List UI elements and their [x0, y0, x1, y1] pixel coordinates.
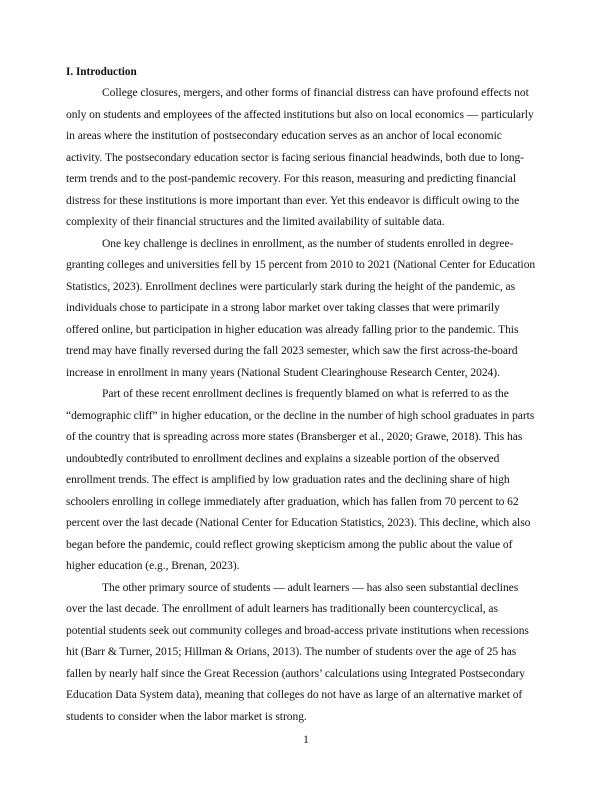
- section-heading: I. Introduction: [66, 66, 137, 78]
- paragraph-4-line: The other primary source of students — adult learners — has also seen substantial declines: [102, 581, 519, 594]
- paragraph-1-line: only on students and employees of the affected institutions but also on local economics — particularly: [66, 108, 534, 121]
- paragraph-3-line: percent over the last decade (National Center for Education Statistics, 2023). This decline, which also: [66, 517, 531, 529]
- page-number: 1: [303, 734, 309, 746]
- paragraph-4-line: fallen by nearly half since the Great Recession (authors’ calculations using Integrated Postsecondary: [66, 667, 526, 680]
- paragraph-4-line: potential students seek out community colleges and broad-access private institutions when recessions: [66, 624, 529, 637]
- paragraph-1-line: complexity of their financial structures and the limited availability of suitable data.: [66, 216, 445, 228]
- paragraph-4-line: Education Data System data), meaning that colleges do not have as large of an alternative market of: [66, 689, 523, 701]
- paragraph-2-line: individuals chose to participate in a strong labor market over taking classes that were primarily: [66, 302, 500, 314]
- paragraph-3-line: of the country that is spreading across more states (Bransberger et al., 2020; Grawe, 2018). This has: [66, 431, 523, 443]
- paragraph-3-line: schoolers enrolling in college immediately after graduation, which has fallen from 70 percent to 62: [66, 495, 519, 508]
- paragraph-3-line: Part of these recent enrollment declines is frequently blamed on what is referred to as the: [102, 388, 509, 400]
- paragraph-4-line: students to consider when the labor market is strong.: [66, 710, 307, 723]
- paragraph-1-line: distress for these institutions is more important than ever. Yet this endeavor is difficult owing to the: [66, 194, 520, 207]
- paragraph-2-line: granting colleges and universities fell by 15 percent from 2010 to 2021 (National Center for Education: [66, 259, 536, 271]
- paragraph-2-line: Statistics, 2023). Enrollment declines were particularly stark during the height of the pandemic, as: [66, 280, 516, 293]
- paragraph-3-line: enrollment trends. The effect is amplified by low graduation rates and the declining share of high: [66, 474, 510, 486]
- paragraph-2-line: One key challenge is declines in enrollment, as the number of students enrolled in degree-: [102, 237, 514, 250]
- paragraph-3-line: undoubtedly contributed to enrollment declines and explains a sizeable portion of the observed: [66, 452, 500, 465]
- paragraph-1-line: College closures, mergers, and other forms of financial distress can have profound effects not: [102, 87, 529, 99]
- paragraph-4-line: over the last decade. The enrollment of adult learners has traditionally been countercyclical, as: [66, 603, 498, 615]
- paragraph-1-line: in areas where the institution of postsecondary education serves as an anchor of local economic: [66, 130, 502, 142]
- paragraph-3-line: higher education (e.g., Brenan, 2023).: [66, 560, 240, 572]
- paragraph-1-line: activity. The postsecondary education sector is facing serious financial headwinds, both due to long-: [66, 151, 524, 164]
- paragraph-2-line: increase in enrollment in many years (National Student Clearinghouse Research Center, 2024).: [66, 366, 500, 379]
- paragraph-3-line: “demographic cliff” in higher education, or the decline in the number of high school graduates in parts: [66, 409, 535, 422]
- paragraph-1-line: term trends and to the post-pandemic recovery. For this reason, measuring and predicting financial: [66, 173, 516, 185]
- paragraph-4-line: hit (Barr & Turner, 2015; Hillman & Orians, 2013). The number of students over the age of 25 has: [66, 646, 517, 658]
- paragraph-3-line: began before the pandemic, could reflect growing skepticism among the public about the value of: [66, 538, 513, 551]
- paragraph-2-line: trend may have finally reversed during the fall 2023 semester, which saw the first across-the-board: [66, 345, 518, 357]
- paragraph-2-line: offered online, but participation in higher education was already falling prior to the pandemic. This: [66, 323, 519, 336]
